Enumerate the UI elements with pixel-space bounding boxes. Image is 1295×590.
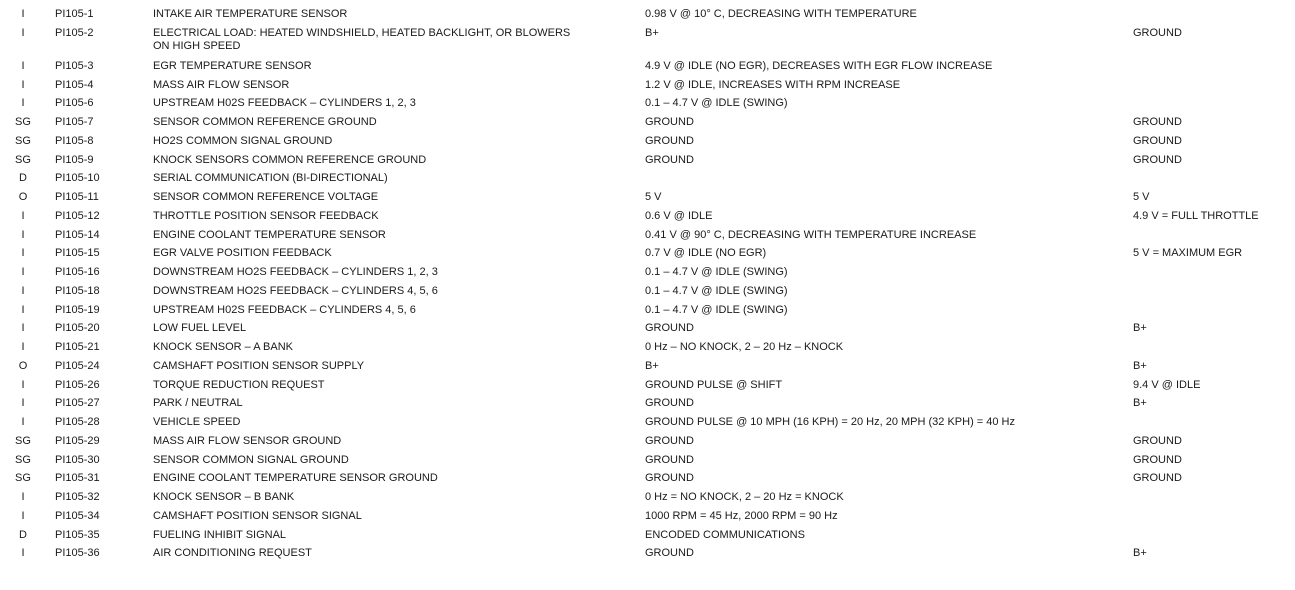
- value-cell: 5 V: [645, 191, 662, 203]
- table-row: [0, 266, 1295, 285]
- table-row: [0, 285, 1295, 304]
- description-cell: DOWNSTREAM HO2S FEEDBACK – CYLINDERS 1, 2, 3: [153, 266, 438, 278]
- description-cell: DOWNSTREAM HO2S FEEDBACK – CYLINDERS 4, 5, 6: [153, 284, 438, 297]
- io-type-cell: O: [18, 191, 28, 203]
- table-row: [0, 229, 1295, 248]
- table-row: [0, 341, 1295, 360]
- table-row: [0, 116, 1295, 135]
- io-type-cell: I: [21, 547, 25, 560]
- pin-number-cell: PI105-20: [55, 322, 100, 335]
- table-row: [0, 435, 1295, 454]
- io-type-cell: O: [18, 359, 28, 372]
- pin-number-cell: PI105-14: [55, 228, 100, 241]
- table-row: [0, 191, 1295, 210]
- table-row: [0, 379, 1295, 398]
- description-cell: VEHICLE SPEED: [153, 416, 241, 428]
- pin-number-cell: PI105-21: [55, 341, 100, 353]
- value-cell: B+: [645, 359, 659, 372]
- description-cell: ENGINE COOLANT TEMPERATURE SENSOR: [153, 228, 386, 241]
- table-row: [0, 8, 1295, 27]
- description-cell: EGR TEMPERATURE SENSOR: [153, 59, 312, 72]
- value-cell: 0.41 V @ 90° C, DECREASING WITH TEMPERATURE INCREASE: [645, 228, 977, 241]
- pin-number-cell: PI105-9: [55, 153, 94, 166]
- io-type-cell: I: [21, 397, 25, 410]
- value-cell: ENCODED COMMUNICATIONS: [645, 528, 805, 541]
- description-cell: MASS AIR FLOW SENSOR GROUND: [153, 434, 342, 447]
- pin-number-cell: PI105-12: [55, 209, 100, 222]
- table-row: [0, 360, 1295, 379]
- description-cell: UPSTREAM H02S FEEDBACK – CYLINDERS 4, 5, 6: [153, 303, 416, 316]
- description-cell: AIR CONDITIONING REQUEST: [153, 547, 312, 560]
- value-cell: 0 Hz – NO KNOCK, 2 – 20 Hz – KNOCK: [645, 341, 844, 353]
- value-cell: GROUND: [645, 322, 694, 335]
- pin-number-cell: PI105-24: [55, 359, 100, 372]
- description-cell: INTAKE AIR TEMPERATURE SENSOR: [153, 8, 348, 20]
- io-type-cell: I: [21, 266, 25, 278]
- table-row: [0, 154, 1295, 173]
- description-cell: CAMSHAFT POSITION SENSOR SIGNAL: [153, 509, 362, 522]
- table-row: [0, 210, 1295, 229]
- alt-value-cell: 5 V = MAXIMUM EGR: [1133, 247, 1243, 260]
- io-type-cell: I: [21, 8, 25, 20]
- value-cell: GROUND PULSE @ 10 MPH (16 KPH) = 20 Hz, 20 MPH (32 KPH) = 40 Hz: [645, 416, 1016, 428]
- table-row: [0, 472, 1295, 491]
- pin-table: [0, 8, 1295, 566]
- table-row: [0, 60, 1295, 79]
- value-cell: 1000 RPM = 45 Hz, 2000 RPM = 90 Hz: [645, 509, 838, 522]
- table-row: [0, 491, 1295, 510]
- table-row: [0, 454, 1295, 473]
- pin-number-cell: PI105-1: [55, 8, 94, 20]
- pin-number-cell: PI105-15: [55, 247, 100, 260]
- io-type-cell: I: [21, 491, 25, 503]
- value-cell: 0.1 – 4.7 V @ IDLE (SWING): [645, 303, 788, 316]
- value-cell: 0.1 – 4.7 V @ IDLE (SWING): [645, 284, 788, 297]
- alt-value-cell: B+: [1133, 359, 1147, 372]
- value-cell: 1.2 V @ IDLE, INCREASES WITH RPM INCREASE: [645, 78, 901, 91]
- value-cell: GROUND: [645, 134, 694, 147]
- value-cell: GROUND: [645, 116, 694, 128]
- io-type-cell: I: [21, 26, 25, 39]
- pin-number-cell: PI105-19: [55, 303, 100, 316]
- pin-number-cell: PI105-18: [55, 284, 100, 297]
- alt-value-cell: GROUND: [1133, 153, 1182, 166]
- io-type-cell: I: [21, 228, 25, 241]
- alt-value-cell: GROUND: [1133, 453, 1182, 466]
- pin-number-cell: PI105-3: [55, 59, 94, 72]
- value-cell: GROUND: [645, 434, 694, 447]
- pin-number-cell: PI105-29: [55, 434, 100, 447]
- value-cell: GROUND: [645, 472, 694, 485]
- description-cell: EGR VALVE POSITION FEEDBACK: [153, 247, 332, 260]
- io-type-cell: I: [21, 341, 25, 353]
- description-cell: PARK / NEUTRAL: [153, 397, 243, 410]
- pin-number-cell: PI105-35: [55, 528, 100, 541]
- table-row: [0, 416, 1295, 435]
- io-type-cell: SG: [15, 472, 31, 485]
- description-cell: KNOCK SENSOR – B BANK: [153, 491, 295, 503]
- pin-number-cell: PI105-7: [55, 116, 94, 128]
- alt-value-cell: GROUND: [1133, 26, 1182, 39]
- pin-number-cell: PI105-31: [55, 472, 100, 485]
- io-type-cell: I: [21, 78, 25, 91]
- description-cell: HO2S COMMON SIGNAL GROUND: [153, 134, 333, 147]
- description-cell: KNOCK SENSORS COMMON REFERENCE GROUND: [153, 153, 427, 166]
- description-cell: ENGINE COOLANT TEMPERATURE SENSOR GROUND: [153, 472, 438, 485]
- description-cell: SERIAL COMMUNICATION (BI-DIRECTIONAL): [153, 172, 388, 185]
- io-type-cell: D: [19, 528, 27, 541]
- value-cell: GROUND PULSE @ SHIFT: [645, 378, 783, 391]
- table-row: [0, 247, 1295, 266]
- table-row: [0, 397, 1295, 416]
- pin-number-cell: PI105-34: [55, 509, 100, 522]
- io-type-cell: I: [21, 303, 25, 316]
- io-type-cell: I: [21, 59, 25, 72]
- pin-number-cell: PI105-11: [55, 191, 99, 203]
- io-type-cell: I: [21, 416, 25, 428]
- table-row: [0, 27, 1295, 60]
- alt-value-cell: B+: [1133, 322, 1147, 335]
- description-cell: SENSOR COMMON REFERENCE VOLTAGE: [153, 191, 379, 203]
- description-cell: SENSOR COMMON SIGNAL GROUND: [153, 453, 349, 466]
- value-cell: 0.6 V @ IDLE: [645, 209, 713, 222]
- table-row: [0, 510, 1295, 529]
- table-row: [0, 304, 1295, 323]
- table-row: [0, 172, 1295, 191]
- description-cell: KNOCK SENSOR – A BANK: [153, 341, 293, 353]
- table-row: [0, 529, 1295, 548]
- pin-number-cell: PI105-2: [55, 26, 94, 39]
- alt-value-cell: 9.4 V @ IDLE: [1133, 378, 1201, 391]
- pin-number-cell: PI105-26: [55, 378, 100, 391]
- value-cell: 0.1 – 4.7 V @ IDLE (SWING): [645, 97, 788, 110]
- description-cell: MASS AIR FLOW SENSOR: [153, 78, 290, 91]
- io-type-cell: SG: [15, 453, 31, 466]
- pin-number-cell: PI105-32: [55, 491, 100, 503]
- alt-value-cell: GROUND: [1133, 116, 1182, 128]
- io-type-cell: I: [21, 322, 25, 335]
- pin-number-cell: PI105-10: [55, 172, 100, 185]
- io-type-cell: I: [21, 378, 25, 391]
- io-type-cell: SG: [15, 116, 31, 128]
- pin-number-cell: PI105-36: [55, 547, 100, 560]
- value-cell: 0.98 V @ 10° C, DECREASING WITH TEMPERATURE: [645, 8, 917, 20]
- alt-value-cell: GROUND: [1133, 134, 1182, 147]
- io-type-cell: I: [21, 97, 25, 110]
- pin-number-cell: PI105-28: [55, 416, 100, 428]
- table-row: [0, 135, 1295, 154]
- value-cell: GROUND: [645, 153, 694, 166]
- pin-number-cell: PI105-30: [55, 453, 100, 466]
- description-cell: CAMSHAFT POSITION SENSOR SUPPLY: [153, 359, 365, 372]
- description-cell: LOW FUEL LEVEL: [153, 322, 247, 335]
- description-cell: THROTTLE POSITION SENSOR FEEDBACK: [153, 209, 379, 222]
- pin-number-cell: PI105-6: [55, 97, 94, 110]
- pin-number-cell: PI105-8: [55, 134, 94, 147]
- io-type-cell: I: [21, 509, 25, 522]
- table-row: [0, 79, 1295, 98]
- description-cell: ELECTRICAL LOAD: HEATED WINDSHIELD, HEATED BACKLIGHT, OR BLOWERS ON HIGH SPEED: [153, 26, 571, 52]
- value-cell: GROUND: [645, 397, 694, 410]
- description-cell: TORQUE REDUCTION REQUEST: [153, 378, 325, 391]
- alt-value-cell: GROUND: [1133, 472, 1182, 485]
- value-cell: 0.1 – 4.7 V @ IDLE (SWING): [645, 266, 788, 278]
- value-cell: 4.9 V @ IDLE (NO EGR), DECREASES WITH EGR FLOW INCREASE: [645, 59, 993, 72]
- io-type-cell: I: [21, 247, 25, 260]
- alt-value-cell: B+: [1133, 397, 1147, 410]
- pin-number-cell: PI105-16: [55, 266, 100, 278]
- io-type-cell: I: [21, 209, 25, 222]
- value-cell: 0 Hz = NO KNOCK, 2 – 20 Hz = KNOCK: [645, 491, 844, 503]
- pin-number-cell: PI105-4: [55, 78, 94, 91]
- io-type-cell: SG: [15, 434, 31, 447]
- table-row: [0, 97, 1295, 116]
- description-cell: UPSTREAM H02S FEEDBACK – CYLINDERS 1, 2, 3: [153, 97, 416, 110]
- value-cell: GROUND: [645, 453, 694, 466]
- io-type-cell: SG: [15, 134, 31, 147]
- alt-value-cell: B+: [1133, 547, 1147, 560]
- io-type-cell: I: [21, 284, 25, 297]
- pin-number-cell: PI105-27: [55, 397, 100, 410]
- table-row: [0, 322, 1295, 341]
- description-cell: FUELING INHIBIT SIGNAL: [153, 528, 287, 541]
- alt-value-cell: GROUND: [1133, 434, 1182, 447]
- value-cell: B+: [645, 26, 659, 39]
- io-type-cell: SG: [15, 153, 31, 166]
- description-cell: SENSOR COMMON REFERENCE GROUND: [153, 116, 377, 128]
- value-cell: 0.7 V @ IDLE (NO EGR): [645, 247, 767, 260]
- value-cell: GROUND: [645, 547, 694, 560]
- io-type-cell: D: [19, 172, 27, 185]
- alt-value-cell: 4.9 V = FULL THROTTLE: [1133, 209, 1259, 222]
- table-row: [0, 547, 1295, 566]
- alt-value-cell: 5 V: [1133, 191, 1150, 203]
